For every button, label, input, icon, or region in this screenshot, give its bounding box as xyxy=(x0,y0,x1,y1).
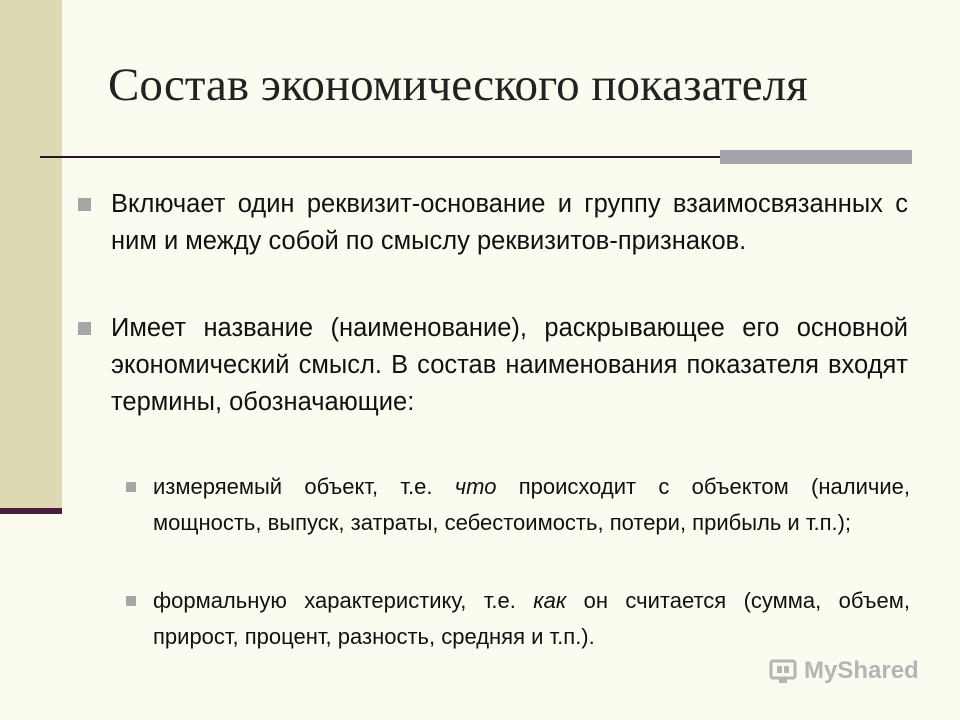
square-bullet-icon xyxy=(126,596,136,606)
square-bullet-icon xyxy=(126,482,136,492)
side-band-line xyxy=(0,508,62,514)
side-band xyxy=(0,0,62,512)
square-bullet-icon xyxy=(78,322,91,335)
watermark-text: MyShared xyxy=(804,657,919,684)
myshared-logo-icon xyxy=(768,656,798,686)
sub-bullet-item xyxy=(126,583,910,655)
bullet-text: Включает один реквизит-основание и группу взаимосвязанных с ним и между собой по смыслу реквизитов-признаков. xyxy=(111,190,908,255)
watermark xyxy=(768,656,919,686)
square-bullet-icon xyxy=(78,198,91,211)
bullet-item xyxy=(78,310,908,421)
sub-bullet-text: измеряемый объект, т.е. что происходит с объектом (наличие, мощность, выпуск, затраты, себестоимость, потери, прибыль и т.п.); xyxy=(153,474,910,535)
bullet-item xyxy=(78,186,908,260)
sub-bullet-item xyxy=(126,469,910,541)
slide-title: Состав экономического показателя xyxy=(108,59,808,111)
title-divider-accent xyxy=(720,150,912,164)
bullet-text: Имеет название (наименование), раскрывающее его основной экономический смысл. В состав наименования показателя входят термины, обозначающие: xyxy=(111,314,908,416)
sub-bullet-text: формальную характеристику, т.е. как он считается (сумма, объем, прирост, процент, разность, средняя и т.п.). xyxy=(153,588,910,649)
